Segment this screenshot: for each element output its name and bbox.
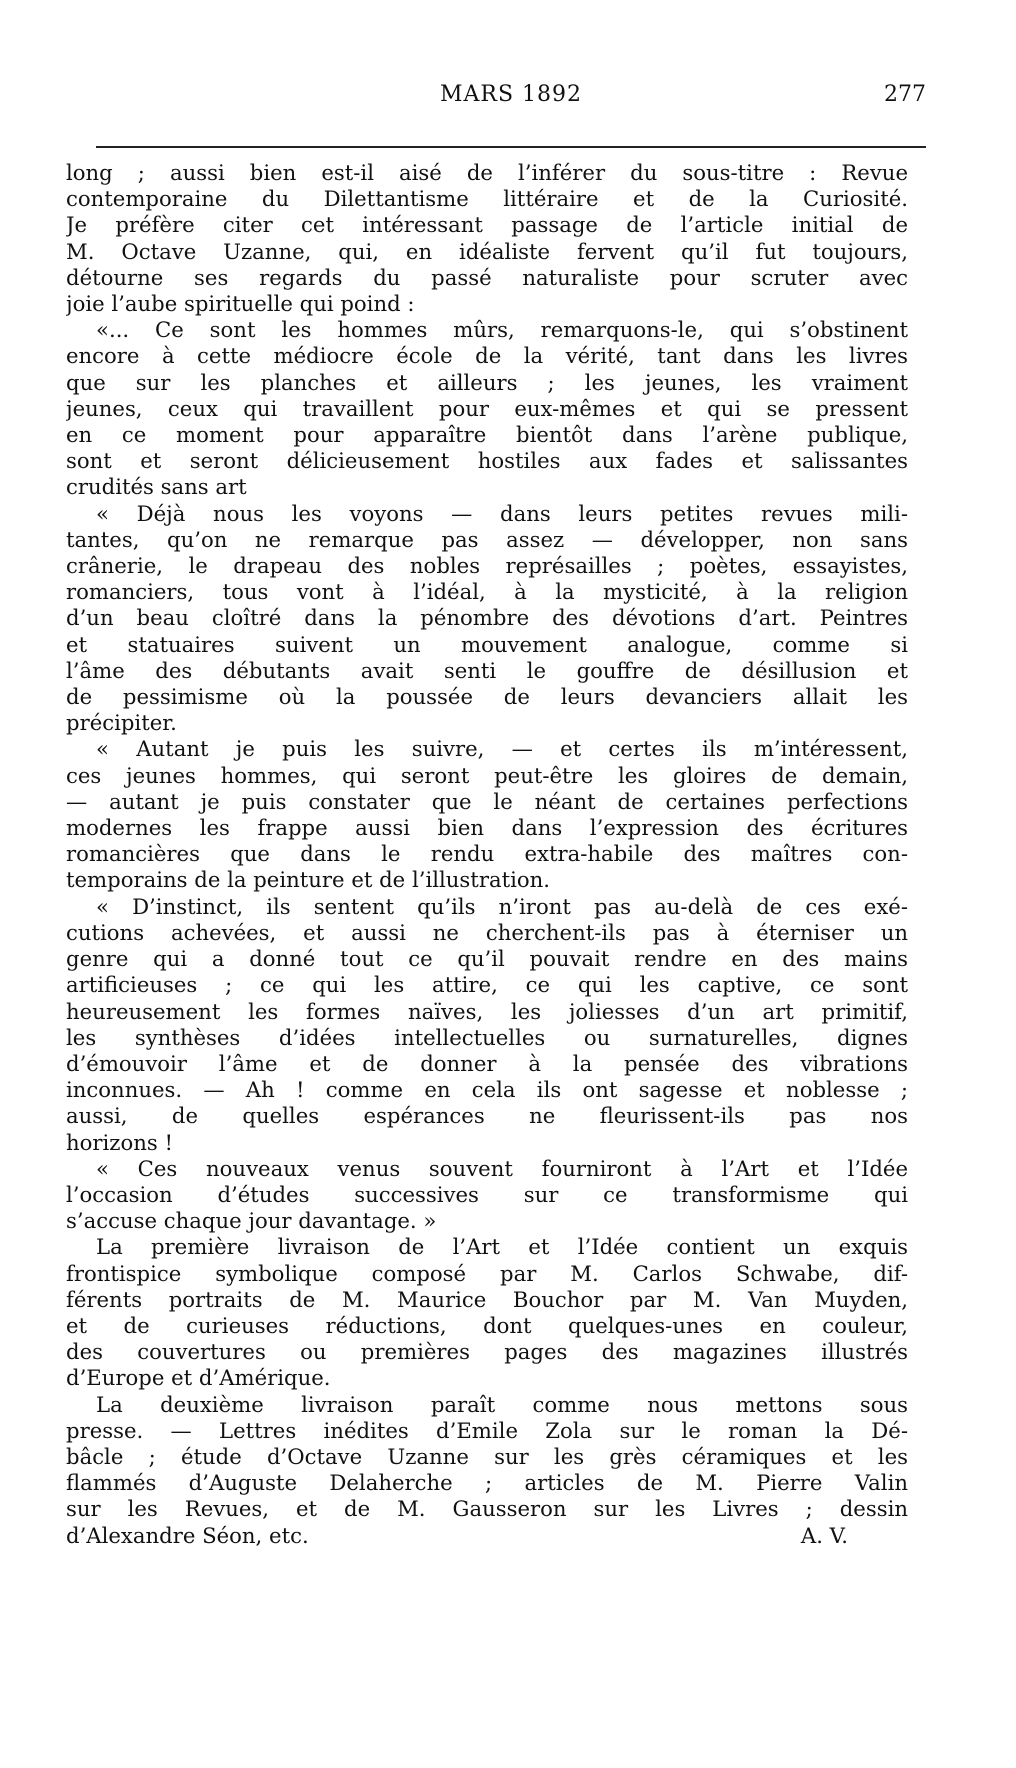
text-line: aussi, de quelles espérances ne fleurissent-ils pas nos <box>66 1103 908 1129</box>
text-line: et statuaires suivent un mouvement analogue, comme si <box>66 631 908 657</box>
text-line: jeunes, ceux qui travaillent pour eux-mêmes et qui se pressent <box>66 395 908 421</box>
running-head: MARS 1892 <box>439 82 583 107</box>
text-line: romancières que dans le rendu extra-habile des maîtres con- <box>66 841 908 867</box>
text-line: d’un beau cloîtré dans la pénombre des dévotions d’art. Peintres <box>66 605 908 631</box>
text-line: bâcle ; étude d’Octave Uzanne sur les grès céramiques et les <box>66 1443 908 1469</box>
text-line: férents portraits de M. Maurice Bouchor par M. Van Muyden, <box>66 1286 908 1312</box>
text-line: sur les Revues, et de M. Gausseron sur les Livres ; dessin <box>66 1496 908 1522</box>
text-line: en ce moment pour apparaître bientôt dans l’arène publique, <box>66 422 908 448</box>
text-line: d’émouvoir l’âme et de donner à la pensée des vibrations <box>66 1050 908 1076</box>
text-line: que sur les planches et ailleurs ; les jeunes, les vraiment <box>66 369 908 395</box>
text-line: des couvertures ou premières pages des magazines illustrés <box>66 1339 908 1365</box>
text-line: l’occasion d’études successives sur ce transformisme qui <box>66 1181 908 1207</box>
text-line: s’accuse chaque jour davantage. » <box>66 1208 437 1234</box>
page-number: 277 <box>884 82 926 107</box>
text-line: heureusement les formes naïves, les joliesses d’un art primitif, <box>66 998 908 1024</box>
text-line: tantes, qu’on ne remarque pas assez — développer, non sans <box>66 526 908 552</box>
text-line: horizons ! <box>66 1129 173 1155</box>
page-header <box>96 82 926 122</box>
text-line: crudités sans art <box>66 474 247 500</box>
text-line: les synthèses d’idées intellectuelles ou surnaturelles, dignes <box>66 1024 908 1050</box>
text-line: « Autant je puis les suivre, — et certes ils m’intéressent, <box>96 736 908 762</box>
text-line: sont et seront délicieusement hostiles aux fades et salissantes <box>66 448 908 474</box>
text-line: de pessimisme où la poussée de leurs devanciers allait les <box>66 684 908 710</box>
text-line: M. Octave Uzanne, qui, en idéaliste fervent qu’il fut toujours, <box>66 238 908 264</box>
text-line: Je préfère citer cet intéressant passage de l’article initial de <box>66 212 908 238</box>
text-line: cutions achevées, et aussi ne cherchent-ils pas à éterniser un <box>66 919 908 945</box>
text-line: détourne ses regards du passé naturaliste pour scruter avec <box>66 264 908 290</box>
body-text <box>66 160 908 1549</box>
text-line: « Ces nouveaux venus souvent fourniront à l’Art et l’Idée <box>96 1155 908 1181</box>
text-line: La deuxième livraison paraît comme nous mettons sous <box>96 1391 908 1417</box>
text-line: «... Ce sont les hommes mûrs, remarquons-le, qui s’obstinent <box>96 317 908 343</box>
text-line: presse. — Lettres inédites d’Emile Zola sur le roman la Dé- <box>66 1417 908 1443</box>
closing-line-text: d’Alexandre Séon, etc. <box>66 1522 309 1548</box>
text-line: et de curieuses réductions, dont quelques-unes en couleur, <box>66 1312 908 1338</box>
text-line: d’Europe et d’Amérique. <box>66 1365 331 1391</box>
text-line: « D’instinct, ils sentent qu’ils n’iront pas au-delà de ces exé- <box>96 893 908 919</box>
text-line: — autant je puis constater que le néant de certaines perfections <box>66 788 908 814</box>
signature: A. V. <box>800 1522 848 1548</box>
text-line: ces jeunes hommes, qui seront peut-être les gloires de demain, <box>66 762 908 788</box>
text-line: inconnues. — Ah ! comme en cela ils ont sagesse et noblesse ; <box>66 1077 908 1103</box>
text-line: contemporaine du Dilettantisme littéraire et de la Curiosité. <box>66 186 908 212</box>
text-line: flammés d’Auguste Delaherche ; articles de M. Pierre Valin <box>66 1470 908 1496</box>
text-line: crânerie, le drapeau des nobles représailles ; poètes, essayistes, <box>66 553 908 579</box>
text-line: romanciers, tous vont à l’idéal, à la mysticité, à la religion <box>66 579 908 605</box>
text-line: joie l’aube spirituelle qui poind : <box>66 291 415 317</box>
text-line: l’âme des débutants avait senti le gouffre de désillusion et <box>66 657 908 683</box>
text-line: artificieuses ; ce qui les attire, ce qui les captive, ce sont <box>66 972 908 998</box>
text-line: précipiter. <box>66 710 177 736</box>
text-line: modernes les frappe aussi bien dans l’expression des écritures <box>66 815 908 841</box>
header-rule <box>96 146 926 148</box>
text-line: long ; aussi bien est-il aisé de l’inférer du sous-titre : Revue <box>66 160 908 185</box>
text-line: temporains de la peinture et de l’illustration. <box>66 867 551 893</box>
text-line: frontispice symbolique composé par M. Carlos Schwabe, dif- <box>66 1260 908 1286</box>
text-line: « Déjà nous les voyons — dans leurs petites revues mili- <box>96 500 908 526</box>
text-line: encore à cette médiocre école de la vérité, tant dans les livres <box>66 343 908 369</box>
text-line: genre qui a donné tout ce qu’il pouvait rendre en des mains <box>66 946 908 972</box>
text-line: La première livraison de l’Art et l’Idée contient un exquis <box>96 1234 908 1260</box>
text-line <box>66 1523 908 1549</box>
